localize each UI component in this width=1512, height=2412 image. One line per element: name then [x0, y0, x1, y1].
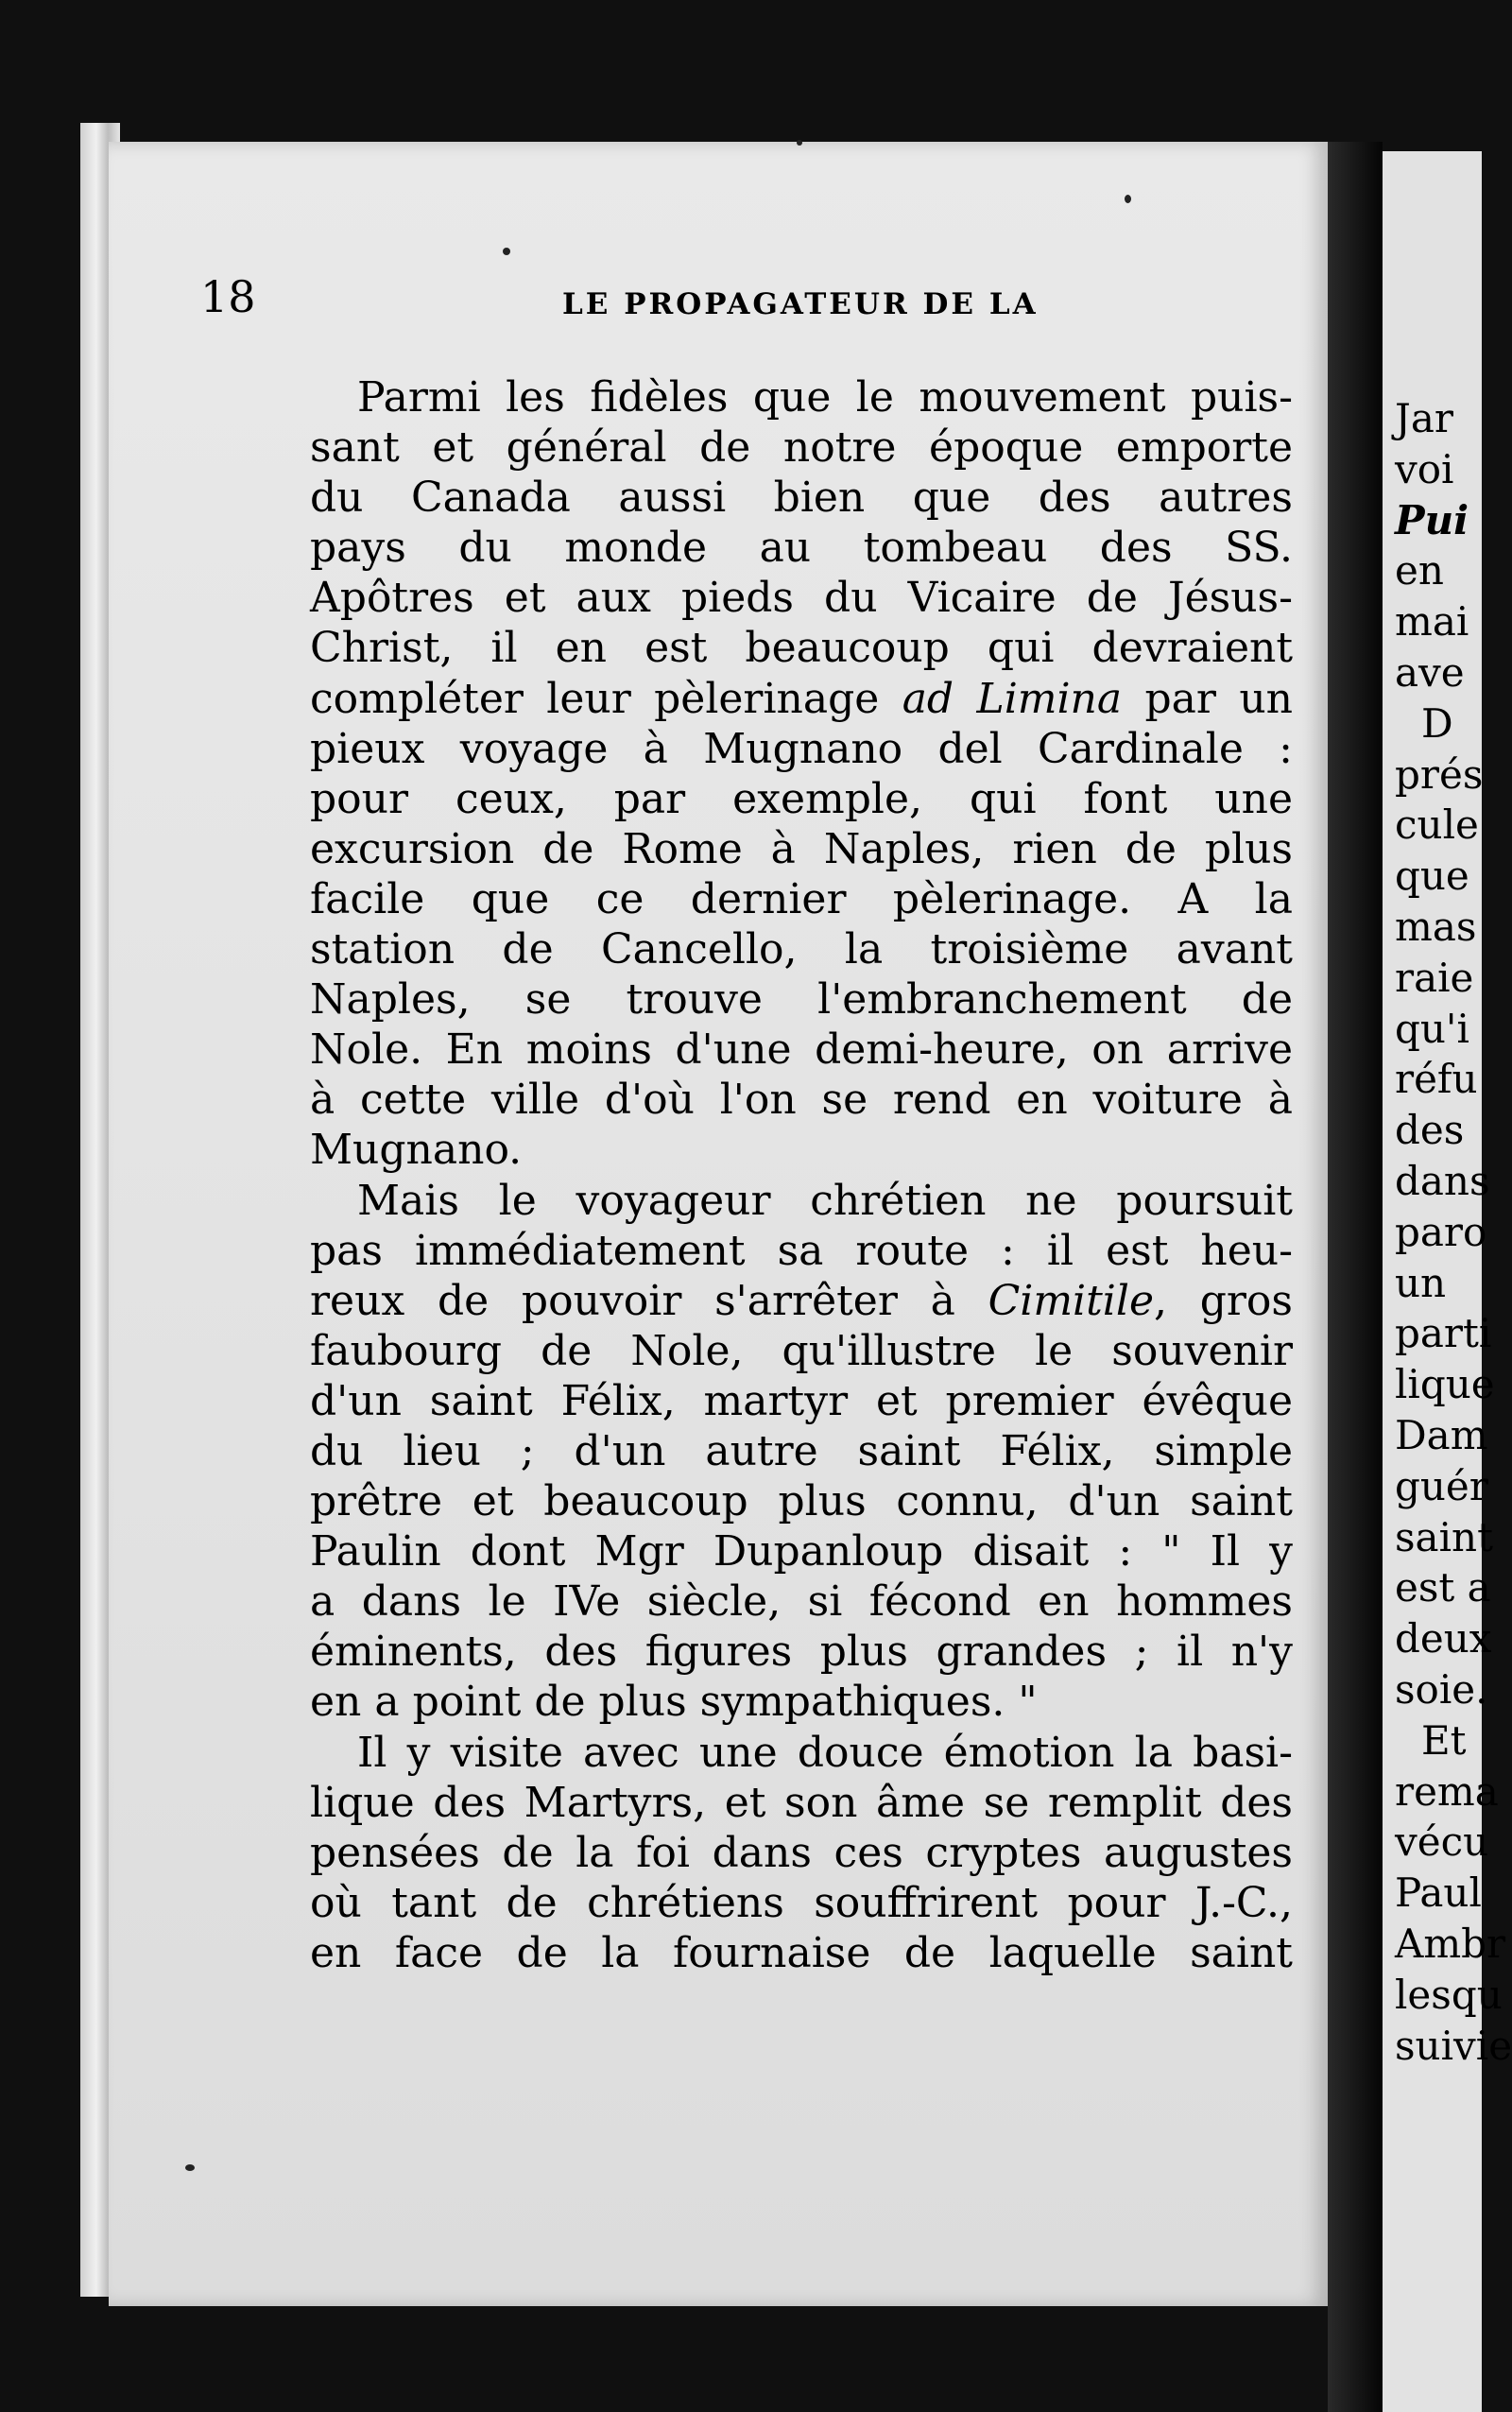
paragraph-1 [310, 372, 1293, 1176]
text-line: a dans le IVe siècle, si fécond en hommes [310, 1577, 1293, 1627]
facing-line-fragment: rema [1395, 1767, 1499, 1815]
facing-line-fragment: mas [1395, 903, 1477, 950]
text-line: lique des Martyrs, et son âme se remplit des [310, 1778, 1293, 1827]
facing-line-fragment: un [1395, 1259, 1447, 1306]
paper-speck [503, 248, 510, 255]
book-gutter [1328, 142, 1383, 2412]
facing-line-fragment: lique [1395, 1361, 1495, 1408]
text-line: du Canada aussi bien que des autres [310, 474, 1293, 523]
text-line: sant et général de notre époque emporte [310, 423, 1293, 473]
facing-line-fragment: qu'i [1395, 1005, 1469, 1052]
text-line: pas immédiatement sa route : il est heu- [310, 1226, 1293, 1275]
text-line: à cette ville d'où l'on se rend en voiture à [310, 1076, 1293, 1125]
text-line: Naples, se trouve l'embranchement de [310, 975, 1293, 1025]
text-line: où tant de chrétiens souffrirent pour J.-C., [310, 1878, 1293, 1927]
facing-line-fragment: Pui [1395, 496, 1469, 543]
facing-line-fragment: D [1421, 699, 1453, 747]
text-line: facile que ce dernier pèlerinage. A la [310, 874, 1293, 923]
text-line: pieux voyage à Mugnano del Cardinale : [310, 724, 1293, 773]
facing-line-fragment: en [1395, 547, 1444, 594]
facing-line-fragment: cule [1395, 801, 1479, 849]
facing-line-fragment: ave [1395, 648, 1465, 696]
facing-line-fragment: deux [1395, 1615, 1492, 1663]
text-line: Apôtres et aux pieds du Vicaire de Jésus- [310, 574, 1293, 623]
text-line: Il y visite avec une douce émotion la basi- [357, 1728, 1293, 1777]
facing-line-fragment: soie. [1395, 1665, 1488, 1713]
facing-line-fragment: dans [1395, 1157, 1490, 1204]
text-line: pensées de la foi dans ces cryptes augustes [310, 1828, 1293, 1877]
paragraph-2 [310, 1176, 1293, 1728]
text-line: compléter leur pèlerinage ad Limina par un [310, 674, 1293, 723]
text-line: pour ceux, par exemple, qui font une [310, 774, 1293, 823]
facing-line-fragment: mai [1395, 598, 1469, 646]
paper-speck [797, 140, 802, 146]
text-line: Paulin dont Mgr Dupanloup disait : " Il y [310, 1527, 1293, 1576]
text-line: pays du monde au tombeau des SS. [310, 524, 1293, 573]
running-head: LE PROPAGATEUR DE LA [562, 287, 1039, 321]
text-line: du lieu ; d'un autre saint Félix, simple [310, 1426, 1293, 1475]
facing-line-fragment: est a [1395, 1564, 1491, 1611]
facing-line-fragment: Et [1421, 1716, 1467, 1764]
facing-line-fragment: guér [1395, 1462, 1488, 1509]
facing-line-fragment: que [1395, 853, 1469, 900]
facing-line-fragment: Ambr [1395, 1920, 1506, 1967]
text-line: prêtre et beaucoup plus connu, d'un saint [310, 1477, 1293, 1526]
facing-line-fragment: raie [1395, 954, 1474, 1001]
facing-line-fragment: des [1395, 1107, 1465, 1154]
text-line: station de Cancello, la troisième avant [310, 925, 1293, 974]
text-line: en a point de plus sympathiques. " [310, 1678, 1038, 1727]
facing-line-fragment: saint [1395, 1513, 1493, 1560]
page-number: 18 [200, 271, 256, 322]
facing-line-fragment: parti [1395, 1310, 1492, 1357]
facing-line-fragment: vécu [1395, 1818, 1489, 1866]
text-line: Parmi les fidèles que le mouvement puis- [357, 373, 1293, 422]
text-line: d'un saint Félix, martyr et premier évêque [310, 1376, 1293, 1425]
text-line: Mugnano. [310, 1126, 523, 1175]
text-line: éminents, des figures plus grandes ; il n'y [310, 1628, 1293, 1677]
page-body-text [310, 372, 1293, 1978]
facing-line-fragment: suivie [1395, 2022, 1512, 2069]
text-line: Christ, il en est beaucoup qui devraient [310, 624, 1293, 673]
paper-speck [185, 2164, 195, 2171]
facing-line-fragment: paro [1395, 1208, 1487, 1255]
facing-line-fragment: Jar [1395, 395, 1453, 441]
text-line: excursion de Rome à Naples, rien de plus [310, 824, 1293, 873]
paragraph-3 [310, 1728, 1293, 1978]
text-line: Nole. En moins d'une demi-heure, on arrive [310, 1025, 1293, 1075]
facing-line-fragment: lesqu [1395, 1971, 1503, 2018]
text-line: en face de la fournaise de laquelle saint [310, 1928, 1293, 1977]
facing-line-fragment: Dam [1395, 1411, 1488, 1458]
facing-line-fragment: voi [1395, 445, 1454, 492]
text-line: reux de pouvoir s'arrêter à Cimitile, gros [310, 1276, 1293, 1325]
text-line: Mais le voyageur chrétien ne poursuit [357, 1176, 1293, 1225]
facing-line-fragment: réfu [1395, 1056, 1478, 1103]
facing-line-fragment: prés [1395, 750, 1484, 798]
text-line: faubourg de Nole, qu'illustre le souvenir [310, 1326, 1293, 1375]
paper-speck [1125, 195, 1131, 203]
facing-line-fragment: Paul [1395, 1869, 1482, 1917]
facing-page-text [1395, 393, 1512, 2071]
